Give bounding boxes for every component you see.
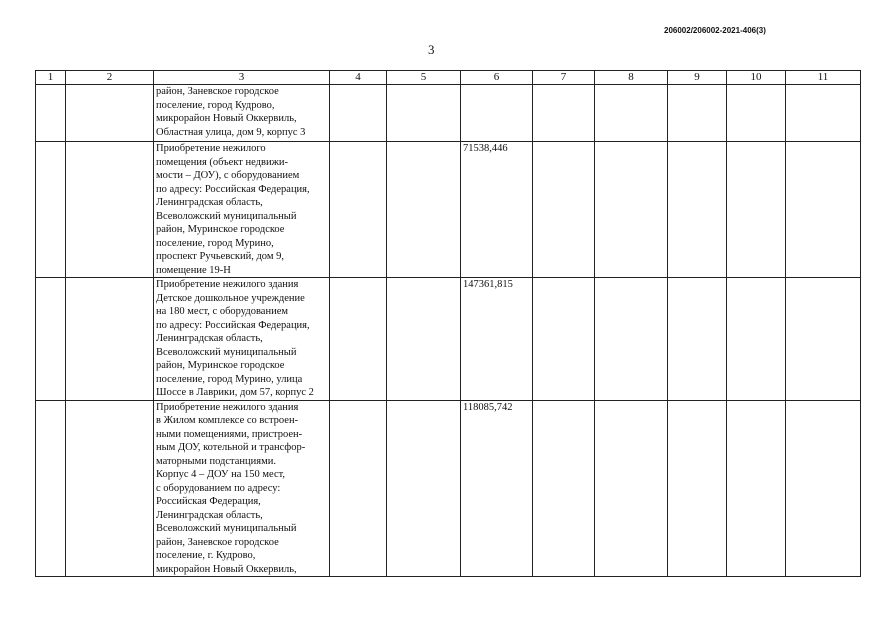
description-line: Всеволожский муниципальный xyxy=(156,523,297,534)
cell-col2 xyxy=(66,85,154,142)
cell-col10 xyxy=(727,400,786,577)
column-header-8: 8 xyxy=(595,71,668,85)
cell-col10 xyxy=(727,142,786,278)
description-line: мости – ДОУ), с оборудованием xyxy=(156,170,300,181)
description-line: Корпус 4 – ДОУ на 150 мест, xyxy=(156,469,286,480)
cell-col8 xyxy=(595,142,668,278)
cell-col7 xyxy=(533,400,595,577)
description-line: Приобретение нежилого здания xyxy=(156,401,299,413)
cell-col8 xyxy=(595,278,668,401)
object-description xyxy=(154,142,330,278)
document-id: 206002/206002-2021-406(3) xyxy=(664,26,766,35)
cell-col1 xyxy=(36,400,66,577)
cell-col5 xyxy=(387,400,461,577)
description-line: маторными подстанциями. xyxy=(156,455,276,467)
column-header-10: 10 xyxy=(727,71,786,85)
description-line: по адресу: Российская Федерация, xyxy=(156,183,310,195)
column-header-3: 3 xyxy=(154,71,330,85)
description-line: микрорайон Новый Оккервиль, xyxy=(156,113,297,124)
description-line: поселение, город Мурино, xyxy=(156,237,274,249)
table-row xyxy=(36,400,861,577)
cell-col9 xyxy=(668,400,727,577)
column-header-5: 5 xyxy=(387,71,461,85)
cell-col4 xyxy=(330,278,387,401)
cell-col4 xyxy=(330,400,387,577)
cell-col1 xyxy=(36,142,66,278)
description-line: поселение, город Кудрово, xyxy=(156,99,275,111)
description-line: поселение, город Мурино, улица xyxy=(156,373,303,385)
page-number: 3 xyxy=(428,42,435,57)
description-line: ными помещениями, пристроен- xyxy=(156,428,303,440)
description-line: Ленинградская область, xyxy=(156,333,263,344)
cell-col11 xyxy=(786,400,861,577)
cell-col8 xyxy=(595,85,668,142)
description-line: район, Заневское городское xyxy=(156,86,279,97)
description-line: в Жилом комплексе со встроен- xyxy=(156,415,299,426)
cell-col9 xyxy=(668,85,727,142)
column-header-2: 2 xyxy=(66,71,154,85)
cell-col11 xyxy=(786,142,861,278)
description-line: Ленинградская область, xyxy=(156,197,263,208)
description-line: микрорайон Новый Оккервиль, xyxy=(156,563,297,575)
column-header-row xyxy=(36,71,861,85)
description-line: с оборудованием по адресу: xyxy=(156,482,281,494)
description-line: ным ДОУ, котельной и трансфор- xyxy=(156,442,306,453)
column-header-1: 1 xyxy=(36,71,66,85)
description-line: поселение, г. Кудрово, xyxy=(156,550,256,561)
cell-col4 xyxy=(330,142,387,278)
description-line: помещение 19-Н xyxy=(156,264,231,276)
description-line: Областная улица, дом 9, корпус 3 xyxy=(156,126,306,138)
description-line: район, Муринское городское xyxy=(156,360,285,371)
description-line: район, Муринское городское xyxy=(156,224,285,235)
cell-col2 xyxy=(66,400,154,577)
cell-col2 xyxy=(66,142,154,278)
description-line: на 180 мест, с оборудованием xyxy=(156,306,288,317)
cell-col4 xyxy=(330,85,387,142)
column-header-11: 11 xyxy=(786,71,861,85)
data-table xyxy=(35,70,861,577)
description-line: Шоссе в Лаврики, дом 57, корпус 2 xyxy=(156,387,314,398)
cell-col8 xyxy=(595,400,668,577)
cell-col10 xyxy=(727,85,786,142)
cell-col7 xyxy=(533,278,595,401)
amount-cell: 71538,446 xyxy=(461,142,533,278)
column-header-9: 9 xyxy=(668,71,727,85)
cell-col2 xyxy=(66,278,154,401)
description-line: Приобретение нежилого здания xyxy=(156,279,299,290)
amount-cell: 118085,742 xyxy=(461,400,533,577)
column-header-6: 6 xyxy=(461,71,533,85)
cell-col5 xyxy=(387,142,461,278)
column-header-4: 4 xyxy=(330,71,387,85)
cell-col7 xyxy=(533,142,595,278)
description-line: по адресу: Российская Федерация, xyxy=(156,319,310,331)
cell-col7 xyxy=(533,85,595,142)
description-line: Ленинградская область, xyxy=(156,509,263,521)
amount-cell xyxy=(461,85,533,142)
description-line: Приобретение нежилого xyxy=(156,143,266,154)
object-description xyxy=(154,278,330,401)
table-row xyxy=(36,142,861,278)
cell-col5 xyxy=(387,278,461,401)
table-row xyxy=(36,278,861,401)
description-line: район, Заневское городское xyxy=(156,536,279,548)
description-line: помещения (объект недвижи- xyxy=(156,156,288,168)
cell-col9 xyxy=(668,142,727,278)
description-line: Российская Федерация, xyxy=(156,496,261,507)
cell-col11 xyxy=(786,85,861,142)
description-line: Всеволожский муниципальный xyxy=(156,346,297,358)
cell-col5 xyxy=(387,85,461,142)
object-description xyxy=(154,85,330,142)
table-row xyxy=(36,85,861,142)
column-header-7: 7 xyxy=(533,71,595,85)
cell-col9 xyxy=(668,278,727,401)
description-line: Детское дошкольное учреждение xyxy=(156,292,305,304)
description-line: проспект Ручьевский, дом 9, xyxy=(156,251,284,262)
description-line: Всеволожский муниципальный xyxy=(156,210,297,222)
cell-col10 xyxy=(727,278,786,401)
cell-col1 xyxy=(36,278,66,401)
cell-col11 xyxy=(786,278,861,401)
cell-col1 xyxy=(36,85,66,142)
object-description xyxy=(154,400,330,577)
amount-cell: 147361,815 xyxy=(461,278,533,401)
